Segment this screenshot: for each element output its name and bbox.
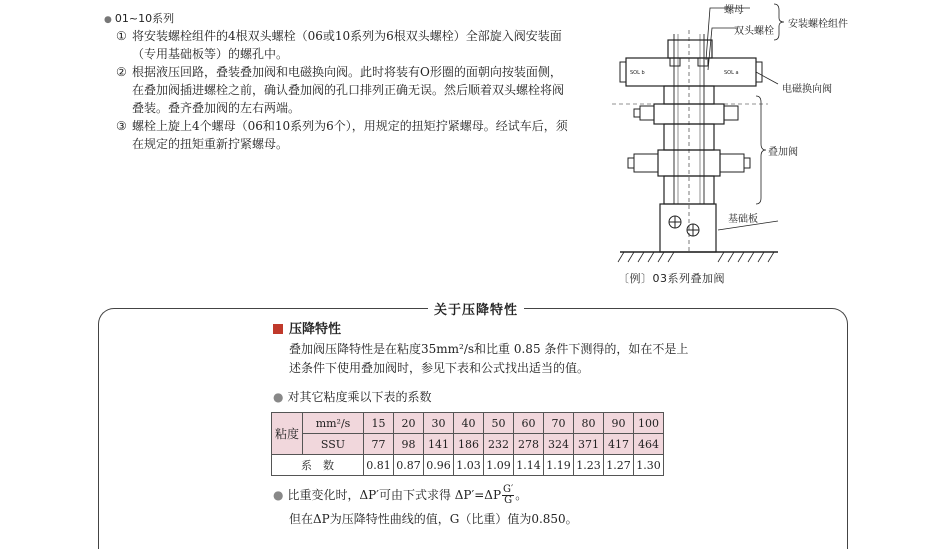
table-cell: 141 [424,434,454,455]
viscosity-label: 粘度 [272,413,303,455]
coefficient-note [273,388,432,405]
table-cell: 324 [544,434,574,455]
gravity-note-suffix: 。 [515,488,528,502]
fraction-numerator: G′ [503,484,514,495]
table-row [272,413,664,434]
gravity-note [273,485,527,506]
table-cell: 80 [574,413,604,434]
table-cell: 1.19 [544,455,574,476]
bolt-kit-label: 安装螺栓组件 [788,19,848,30]
table-cell: 40 [454,413,484,434]
table-cell: 77 [364,434,394,455]
series-heading [104,10,174,26]
install-step [116,117,568,153]
table-cell: 90 [604,413,634,434]
table-cell: 100 [634,413,664,434]
red-square-icon [273,324,283,334]
table-cell: 1.14 [514,455,544,476]
table-cell: 464 [634,434,664,455]
table-cell: 278 [514,434,544,455]
table-cell: 60 [514,413,544,434]
table-cell: 1.23 [574,455,604,476]
fraction-denominator: G [504,495,513,506]
pressure-description: 叠加阀压降特性是在粘度35mm²/s和比重 0.85 条件下测得的，如在不是上述条件下使用叠加阀时，参见下表和公式找出适当的值。 [289,342,689,375]
valve-stack-drawing [598,0,898,270]
table-cell: 1.27 [604,455,634,476]
subtitle [273,318,341,337]
table-cell: 30 [424,413,454,434]
table-row [272,434,664,455]
bullet-dot-icon: ● [273,390,284,404]
table-cell: 1.30 [634,455,664,476]
table-cell: 232 [484,434,514,455]
table-cell: 20 [394,413,424,434]
diagram-caption: 〔例〕03系列叠加阀 [618,272,725,285]
table-cell: 0.87 [394,455,424,476]
table-cell: 0.81 [364,455,394,476]
series-title: 01~10系列 [114,12,175,25]
coefficient-note-text: 对其它粘度乘以下表的系数 [287,390,432,404]
table-cell: 15 [364,413,394,434]
step-number: ② [116,65,127,79]
step-text: 根据液压回路，叠装叠加阀和电磁换向阀。此时将装有O形圈的面朝向按装面侧，在叠加阀插进螺栓之前，确认叠加阀的孔口排列正确无误。然后顺着双头螺栓将阀叠装。叠齐叠加阀的左右两端。 [132,65,565,115]
sol-b-label: SOL b [630,70,645,76]
step-text: 螺栓上旋上4个螺母（06和10系列为6个），用规定的扭矩拧紧螺母。经试车后，须在规定的扭矩重新拧紧螺母。 [132,119,568,151]
bullet-dot-icon: ● [104,15,112,25]
row-label: mm²/s [303,413,364,434]
install-step [116,63,568,117]
row-label: 系 数 [272,455,364,476]
table-cell: 98 [394,434,424,455]
base-plate-label: 基础板 [728,214,758,225]
section-title: 关于压降特性 [428,299,524,318]
table-row [272,455,664,476]
nut-label: 螺母 [724,5,744,16]
table-cell: 186 [454,434,484,455]
table-cell: 70 [544,413,574,434]
step-number: ③ [116,119,127,133]
solenoid-valve-label: 电磁换向阀 [782,84,832,95]
table-cell: 371 [574,434,604,455]
stud-bolt-label: 双头螺栓 [734,26,774,37]
valve-stack-diagram [598,0,898,290]
stack-valve-label: 叠加阀 [768,147,798,158]
table-cell: 417 [604,434,634,455]
viscosity-table [271,412,664,476]
step-text: 将安装螺栓组件的4根双头螺栓（06或10系列为6根双头螺栓）全部旋入阀安装面（专用基础板等）的螺孔中。 [132,29,562,61]
table-cell: 50 [484,413,514,434]
gravity-note-line2: 但在ΔP为压降特性曲线的值，G（比重）值为0.850。 [289,512,578,526]
table-cell: 0.96 [424,455,454,476]
subtitle-text: 压降特性 [289,322,342,337]
table-cell: 1.03 [454,455,484,476]
step-number: ① [116,29,127,43]
gravity-note-prefix: 比重变化时，ΔP′可由下式求得 ΔP′=ΔP [287,488,502,502]
install-step [116,27,568,63]
table-cell: 1.09 [484,455,514,476]
gravity-fraction [502,485,514,506]
row-label: SSU [303,434,364,455]
sol-a-label: SOL a [724,70,739,76]
install-steps [116,27,568,153]
bullet-dot-icon: ● [273,488,284,502]
